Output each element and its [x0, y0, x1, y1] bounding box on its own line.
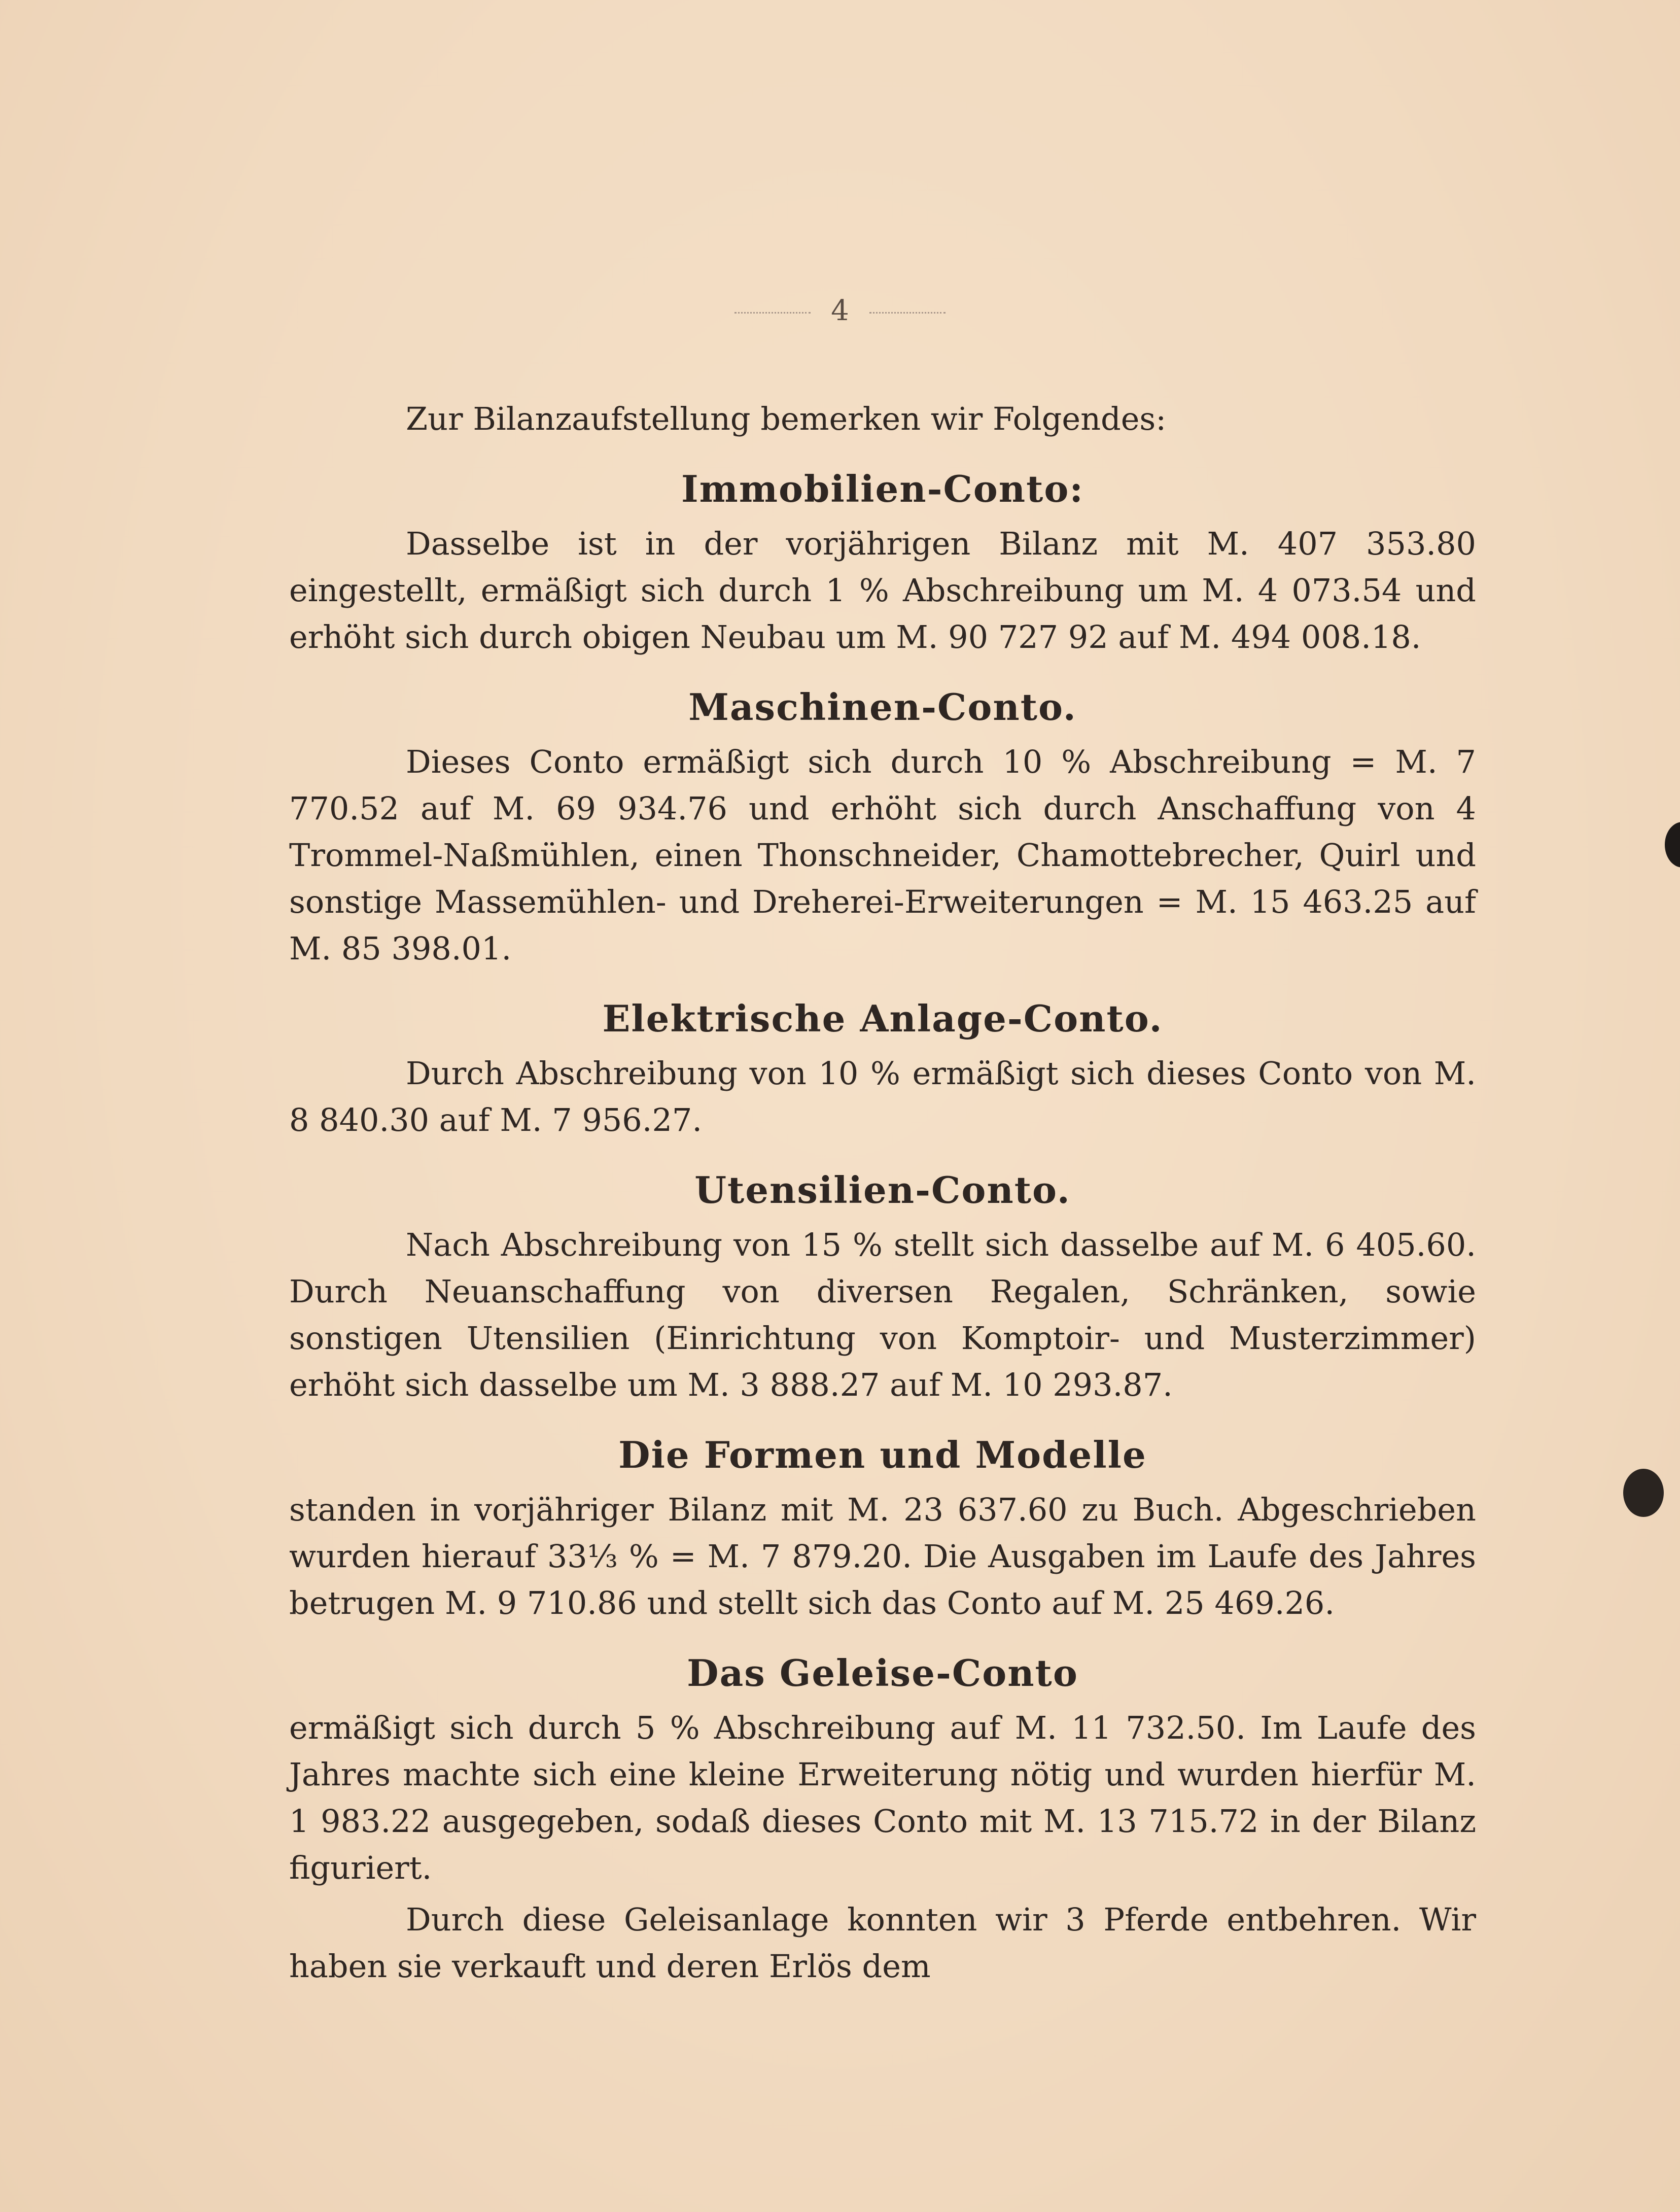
page-header [0, 294, 1680, 327]
section-text-utensilien: Nach Abschreibung von 15 % stellt sich dasselbe auf M. 6 405.60. Durch Neuanschaffung von diversen Regalen, Schränken, sowie sonstigen Utensilien (Einrichtung von Komptoir- und Musterzimmer) erhöht sich dasselbe um M. 3 888.27 auf M. 10 293.87. [289, 1226, 1476, 1403]
section-title-utensilien: Utensilien-Conto. [694, 1168, 1071, 1212]
page-body [289, 396, 1476, 1990]
binding-hole-upper [1665, 822, 1680, 868]
intro-text: Zur Bilanzaufstellung bemerken wir Folgendes: [406, 400, 1167, 437]
ornament-left [734, 312, 811, 314]
section-text-geleise-continued: Durch diese Geleisanlage konnten wir 3 Pferde entbehren. Wir haben sie verkauft und deren Erlös dem [289, 1901, 1476, 1985]
section-text-elektrische-anlage: Durch Abschreibung von 10 % ermäßigt sich dieses Conto von M. 8 840.30 auf M. 7 956.27. [289, 1055, 1476, 1138]
section-title-maschinen: Maschinen-Conto. [688, 685, 1077, 729]
section-text-immobilien: Dasselbe ist in der vorjährigen Bilanz mit M. 407 353.80 eingestellt, ermäßigt sich durch 1 % Abschreibung um M. 4 073.54 und erhöht sich durch obigen Neubau um M. 90 727 92 auf M. 494 008.18. [289, 525, 1476, 655]
section-title-geleise: Das Geleise-Conto [687, 1651, 1078, 1695]
page-number: 4 [831, 294, 849, 327]
section-title-immobilien: Immobilien-Conto: [681, 467, 1084, 510]
section-text-geleise: ermäßigt sich durch 5 % Abschreibung auf M. 11 732.50. Im Laufe des Jahres machte sich eine kleine Erweiterung nötig und wurden hierfür M. 1 983.22 ausgegeben, sodaß dieses Conto mit M. 13 715.72 in der Bilanz figuriert. [289, 1709, 1476, 1886]
ornament-right [869, 312, 946, 314]
section-title-formen-modelle: Die Formen und Modelle [618, 1433, 1147, 1476]
section-text-maschinen: Dieses Conto ermäßigt sich durch 10 % Abschreibung = M. 7 770.52 auf M. 69 934.76 und erhöht sich durch Anschaffung von 4 Trommel-Naßmühlen, einen Thonschneider, Chamottebrecher, Quirl und sonstige Massemühlen- und Dreherei-Erweiterungen = M. 15 463.25 auf M. 85 398.01. [289, 743, 1476, 967]
section-text-formen-modelle: standen in vorjähriger Bilanz mit M. 23 637.60 zu Buch. Abgeschrieben wurden hierauf 33⅓ % = M. 7 879.20. Die Ausgaben im Laufe des Jahres betrugen M. 9 710.86 und stellt sich das Conto auf M. 25 469.26. [289, 1491, 1476, 1621]
section-title-elektrische-anlage: Elektrische Anlage-Conto. [602, 997, 1163, 1040]
binding-hole-lower [1623, 1469, 1664, 1517]
